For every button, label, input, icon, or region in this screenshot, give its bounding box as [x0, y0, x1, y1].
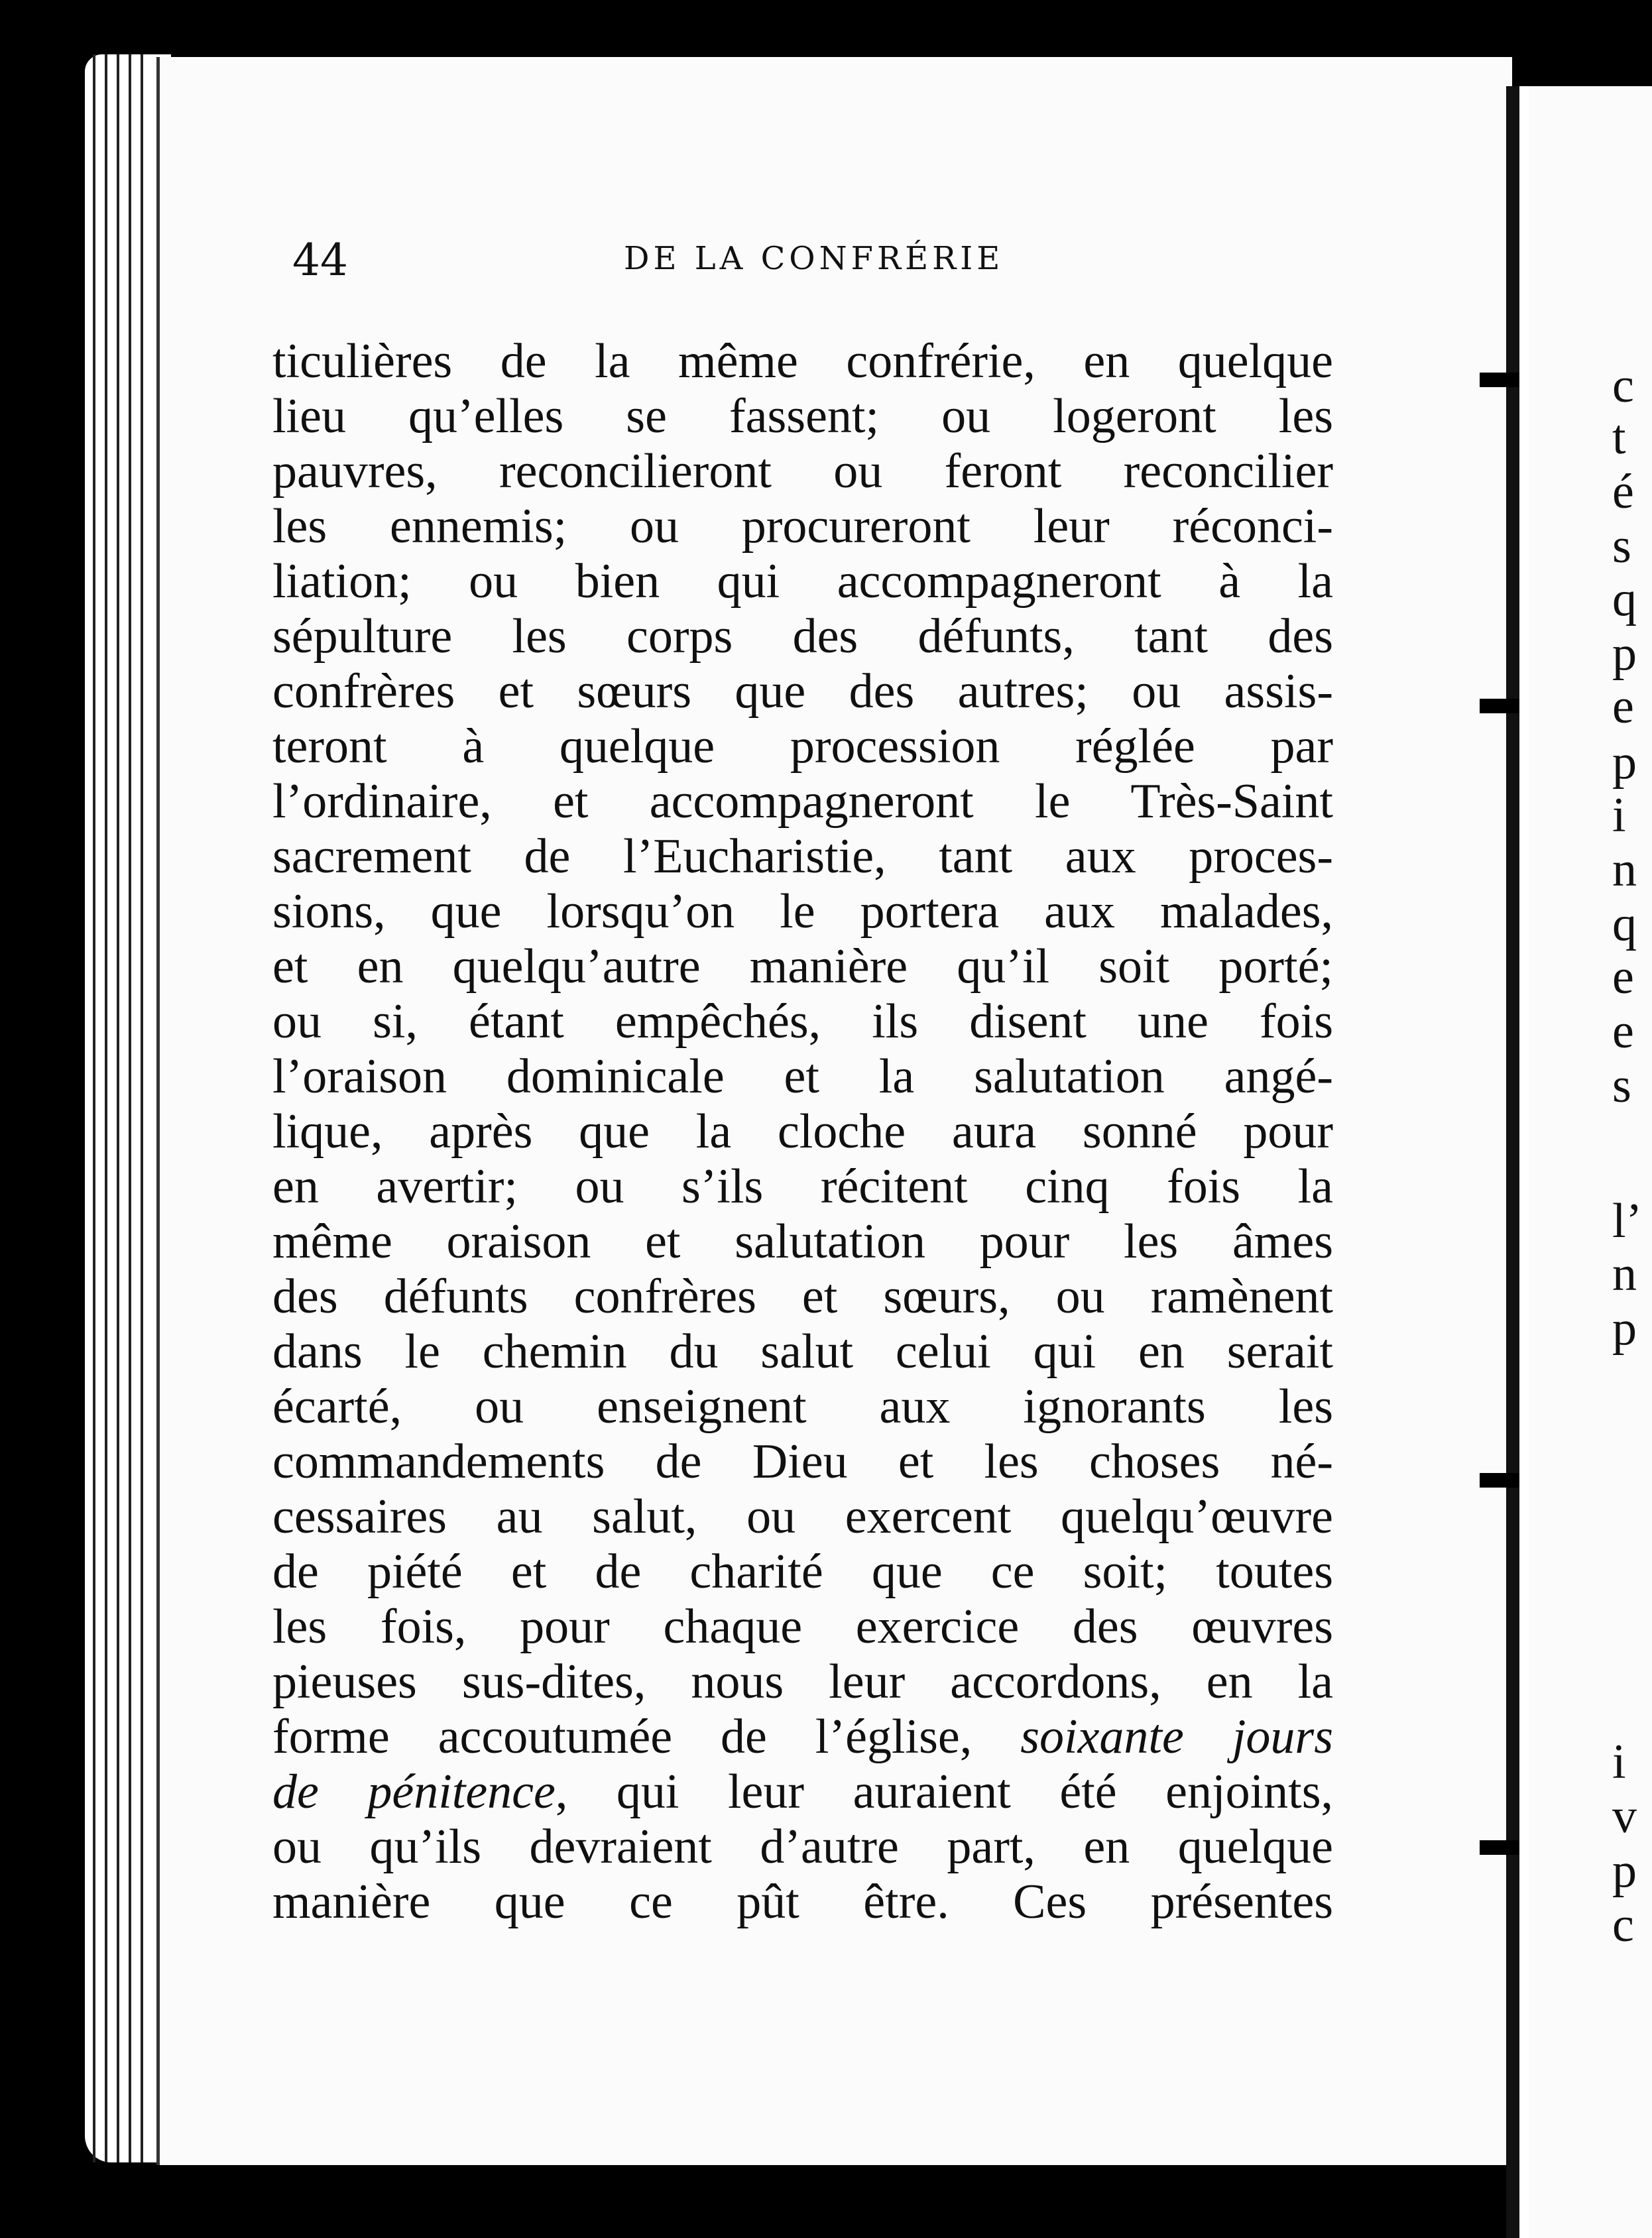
page-edge-line [117, 54, 119, 2162]
text-segment: forme accoutumée de l’église, [272, 1710, 973, 1764]
facing-page-letter: i [1612, 788, 1626, 843]
text-line: les ennemis; ou procureront leur réconci- [272, 499, 1333, 554]
text-segment: , qui leur auraient été enjoints, [555, 1765, 1333, 1819]
text-line: même oraison et salutation pour les âmes [272, 1214, 1333, 1269]
text-line: les fois, pour chaque exercice des œuvres [272, 1600, 1333, 1654]
facing-page-letter: l’ [1612, 1194, 1643, 1248]
text-line [272, 1710, 1333, 1765]
facing-page-letter: c [1612, 1898, 1634, 1952]
running-head: DE LA CONFRÉRIE [624, 240, 1004, 277]
facing-page-letter: e [1612, 950, 1634, 1004]
text-line: manière que ce pût être. Ces présentes [272, 1875, 1333, 1929]
italic-segment: de pénitence [272, 1765, 556, 1819]
text-line: lique, après que la cloche aura sonné pour [272, 1104, 1333, 1159]
text-line: cessaires au salut, ou exercent quelqu’œuvre [272, 1490, 1333, 1544]
facing-page-letter: é [1612, 465, 1634, 519]
text-line: teront à quelque procession réglée par [272, 719, 1333, 774]
facing-page-letter: e [1612, 1004, 1634, 1059]
text-line: lieu qu’elles se fassent; ou logeront les [272, 389, 1333, 443]
text-line: liation; ou bien qui accompagneront à la [272, 554, 1333, 609]
facing-page-letter: n [1612, 843, 1637, 897]
text-line: pauvres, reconcilieront ou feront reconcilier [272, 444, 1333, 499]
text-line: pieuses sus-dites, nous leur accordons, en la [272, 1655, 1333, 1709]
facing-page-letter: p [1612, 1301, 1637, 1356]
text-line: écarté, ou enseignent aux ignorants les [272, 1380, 1333, 1434]
page-edge-line [93, 54, 95, 2162]
text-line: ou si, étant empêchés, ils disent une fois [272, 994, 1333, 1049]
text-line: commandements de Dieu et les choses né- [272, 1435, 1333, 1489]
facing-page-letter: i [1612, 1735, 1626, 1789]
facing-page-letter: t [1612, 410, 1626, 465]
text-line: l’ordinaire, et accompagneront le Très-Saint [272, 774, 1333, 829]
text-line: en avertir; ou s’ils récitent cinq fois la [272, 1159, 1333, 1214]
page-edge-line [105, 54, 107, 2162]
text-line: de piété et de charité que ce soit; toutes [272, 1545, 1333, 1599]
book-binding [1506, 86, 1519, 2238]
page-header [292, 235, 1327, 314]
page-edge-line [141, 54, 143, 2162]
text-line: confrères et sœurs que des autres; ou assis- [272, 664, 1333, 719]
facing-page-letter: p [1612, 1844, 1637, 1898]
text-line: dans le chemin du salut celui qui en serait [272, 1325, 1333, 1379]
page-number: 44 [292, 235, 348, 286]
facing-page-letter: c [1612, 359, 1634, 413]
facing-page-letter: q [1612, 897, 1637, 951]
text-line: des défunts confrères et sœurs, ou ramènent [272, 1269, 1333, 1324]
facing-page-letter: p [1612, 735, 1637, 790]
gutter [1519, 86, 1529, 2238]
text-line [272, 1765, 1333, 1820]
text-line: l’oraison dominicale et la salutation angé- [272, 1049, 1333, 1104]
body-text [272, 334, 1333, 1930]
left-page [156, 57, 1512, 2165]
text-line: sions, que lorsqu’on le portera aux malades, [272, 884, 1333, 939]
text-line: et en quelqu’autre manière qu’il soit porté; [272, 939, 1333, 994]
text-line: ou qu’ils devraient d’autre part, en quelque [272, 1820, 1333, 1874]
text-line: sépulture les corps des défunts, tant des [272, 609, 1333, 664]
facing-page-letter: v [1612, 1789, 1637, 1844]
facing-page-letter: s [1612, 1059, 1631, 1113]
facing-page-letter: n [1612, 1247, 1637, 1301]
facing-page-letter: q [1612, 572, 1637, 626]
facing-page-letter: s [1612, 519, 1631, 573]
text-line: sacrement de l’Eucharistie, tant aux proces- [272, 829, 1333, 884]
page-edge-line [129, 54, 131, 2162]
text-line: ticulières de la même confrérie, en quelque [272, 334, 1333, 388]
facing-page-letter: e [1612, 679, 1634, 734]
italic-segment: soixante jours [1020, 1710, 1334, 1764]
facing-page-letter: p [1612, 626, 1637, 681]
